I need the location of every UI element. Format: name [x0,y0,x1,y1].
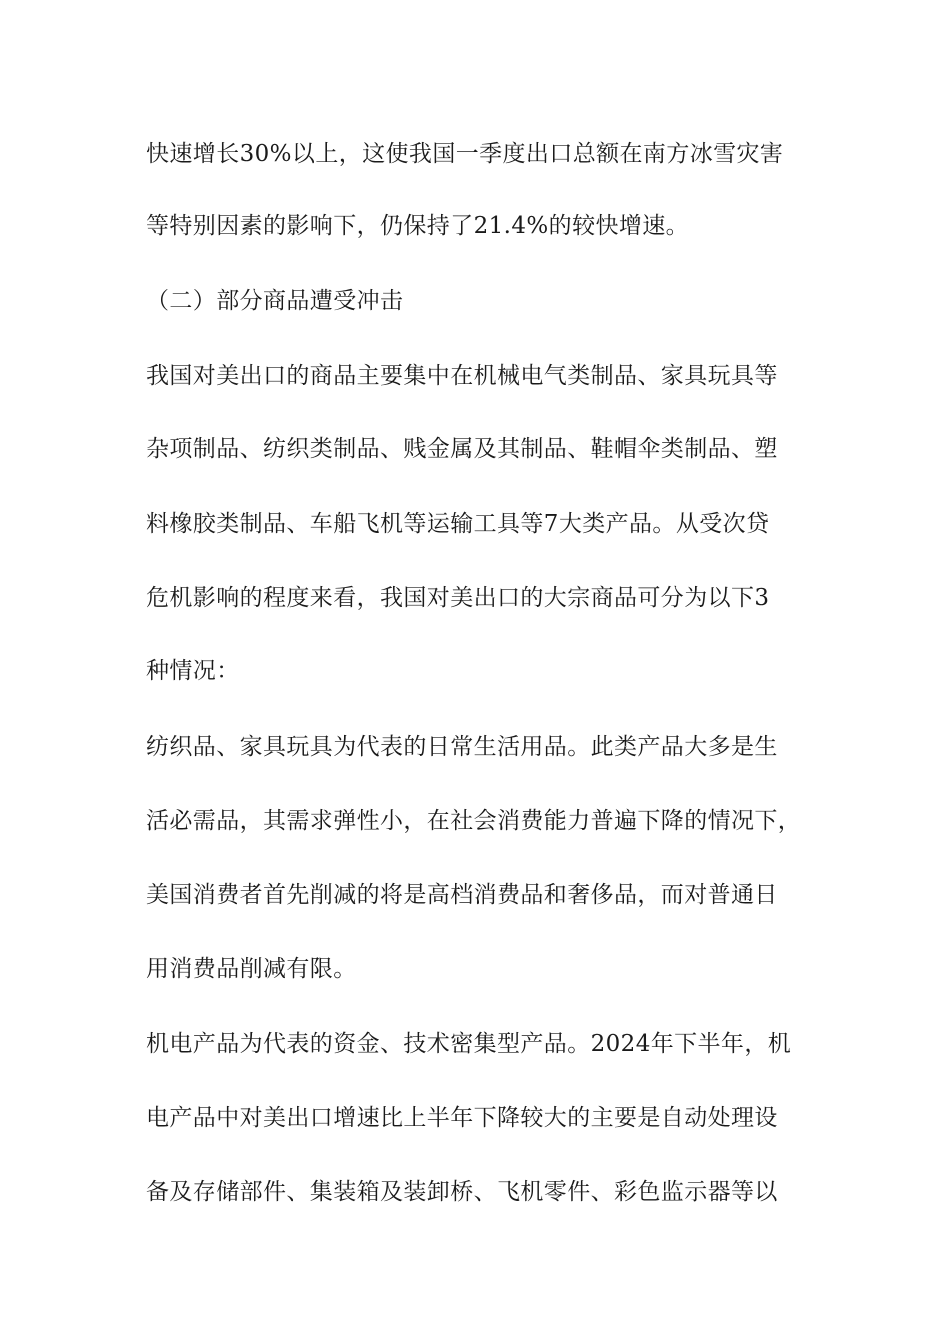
paragraph-line: 杂项制品、纺织类制品、贱金属及其制品、鞋帽伞类制品、塑 [146,436,778,462]
paragraph-line: 危机影响的程度来看，我国对美出口的大宗商品可分为以下3 [146,585,770,611]
paragraph-line: 等特别因素的影响下，仍保持了21.4%的较快增速。 [146,213,690,239]
paragraph-line: 用消费品削减有限。 [146,956,357,982]
paragraph-line: 料橡胶类制品、车船飞机等运输工具等7大类产品。从受次贷 [146,511,770,537]
paragraph-line: 美国消费者首先削减的将是高档消费品和奢侈品，而对普通日 [146,882,778,908]
paragraph-line: 活必需品，其需求弹性小，在社会消费能力普遍下降的情况下， [146,808,802,834]
paragraph-line: 备及存储部件、集装箱及装卸桥、飞机零件、彩色监示器等以 [146,1179,778,1205]
paragraph-line: 快速增长30%以上，这使我国一季度出口总额在南方冰雪灾害 [146,141,784,167]
paragraph-line: 纺织品、家具玩具为代表的日常生活用品。此类产品大多是生 [146,734,778,760]
paragraph-line: 我国对美出口的商品主要集中在机械电气类制品、家具玩具等 [146,363,778,389]
paragraph-line: 种情况： [146,658,240,684]
section-heading: （二）部分商品遭受冲击 [146,288,404,314]
paragraph-line: 机电产品为代表的资金、技术密集型产品。2024年下半年，机 [146,1031,792,1057]
paragraph-line: 电产品中对美出口增速比上半年下降较大的主要是自动处理设 [146,1105,778,1131]
